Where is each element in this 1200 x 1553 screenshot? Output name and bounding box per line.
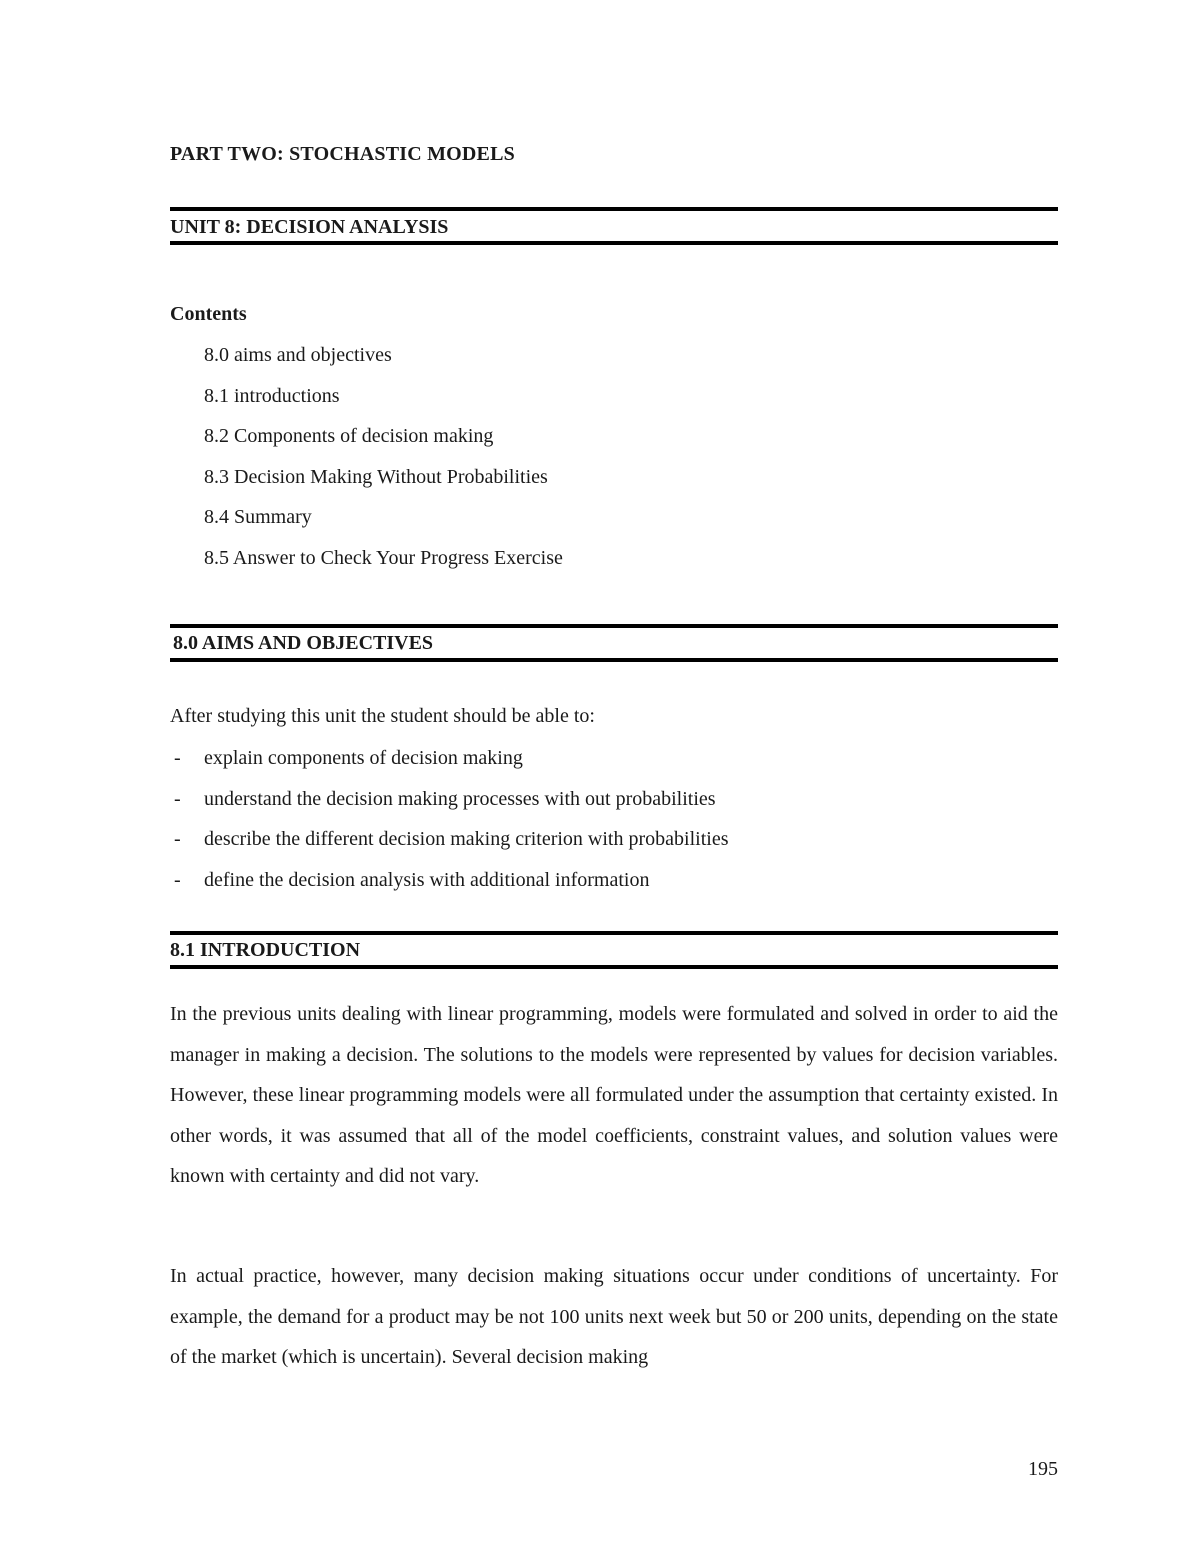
objective-text: define the decision analysis with additional information — [204, 868, 650, 891]
page-number: 195 — [1028, 1458, 1058, 1480]
toc-item: 8.4 Summary — [204, 506, 312, 529]
aims-heading-top-rule — [170, 624, 1058, 628]
unit-title-bottom-rule — [170, 241, 1058, 245]
introduction-heading-bottom-rule — [170, 965, 1058, 969]
objective-text: understand the decision making processes with out probabilities — [204, 787, 716, 810]
aims-heading-bottom-rule — [170, 658, 1058, 662]
aims-heading: 8.0 AIMS AND OBJECTIVES — [173, 632, 434, 654]
introduction-heading: 8.1 INTRODUCTION — [170, 939, 361, 961]
bullet-dash: - — [174, 828, 181, 851]
toc-item: 8.0 aims and objectives — [204, 344, 392, 366]
objective-text: explain components of decision making — [204, 747, 523, 769]
unit-title: UNIT 8: DECISION ANALYSIS — [170, 216, 449, 238]
toc-item: 8.3 Decision Making Without Probabilities — [204, 465, 548, 488]
list-item — [170, 745, 728, 786]
list-item — [170, 826, 728, 867]
bullet-dash: - — [174, 868, 181, 891]
introduction-paragraph-1: In the previous units dealing with linear programming, models were formulated and solved in order to aid the manager in making a decision. The solutions to the models were represented by values for decision variables. However, these linear programming models were all formulated under the assumption that certainty existed. In other words, it was assumed that all of the model coefficients, constraint values, and solution values were known with certainty and did not vary. — [170, 1003, 1058, 1188]
toc-item: 8.5 Answer to Check Your Progress Exercise — [204, 546, 563, 569]
list-item — [170, 867, 728, 908]
objectives-list — [170, 745, 728, 907]
toc-item: 8.1 introductions — [204, 384, 340, 407]
toc-item: 8.2 Components of decision making — [204, 425, 494, 448]
aims-intro: After studying this unit the student should be able to: — [170, 705, 595, 727]
bullet-dash: - — [174, 747, 181, 769]
part-title: PART TWO: STOCHASTIC MODELS — [170, 143, 515, 165]
unit-title-top-rule — [170, 207, 1058, 211]
introduction-heading-top-rule — [170, 931, 1058, 935]
list-item — [170, 786, 728, 827]
objective-text: describe the different decision making criterion with probabilities — [204, 828, 729, 851]
introduction-paragraph-2: In actual practice, however, many decision making situations occur under conditions of uncertainty. For example, the demand for a product may be not 100 units next week but 50 or 200 units, depending on the state of the market (which is uncertain). Several decision making — [170, 1265, 1058, 1369]
bullet-dash: - — [174, 787, 181, 810]
table-of-contents — [204, 342, 563, 586]
contents-heading: Contents — [170, 303, 247, 325]
